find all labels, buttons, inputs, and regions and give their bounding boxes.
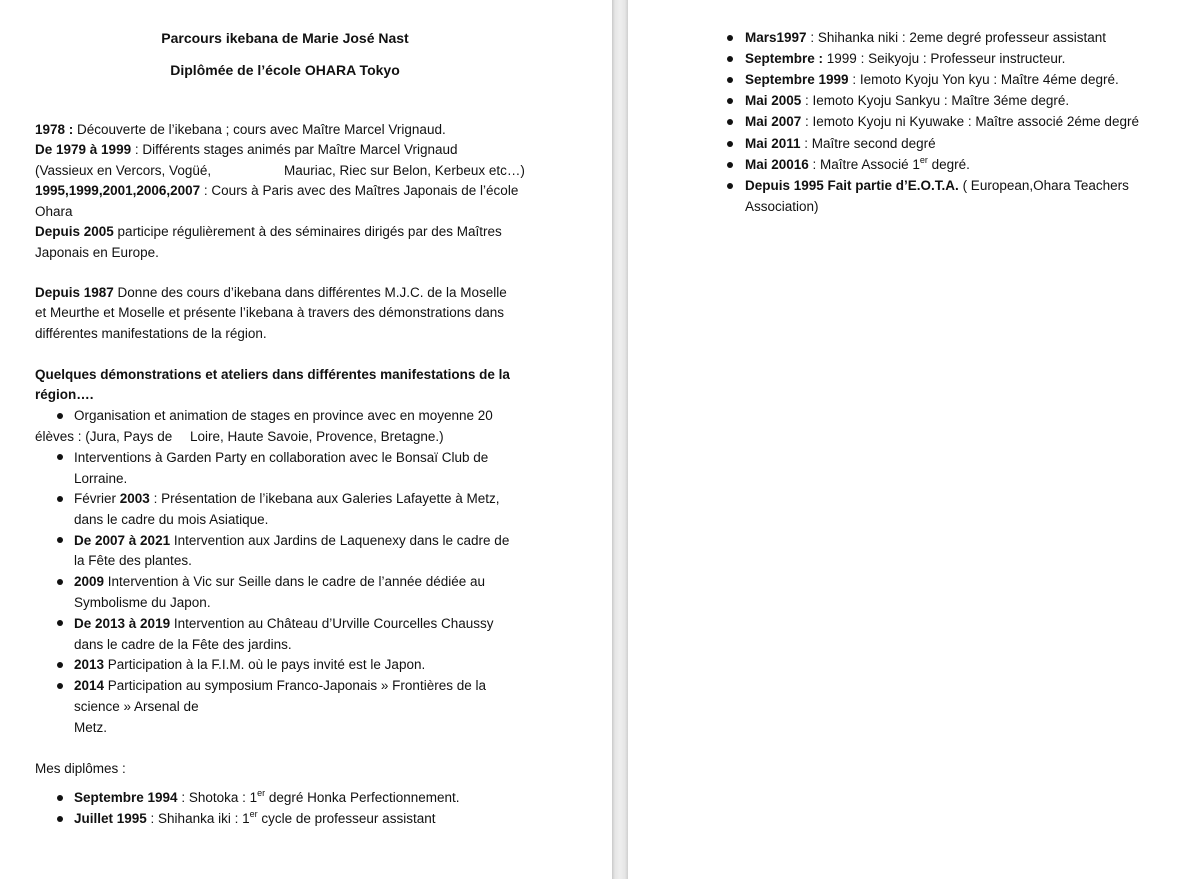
teaching-line: différentes manifestations de la région.	[35, 326, 267, 341]
bullet-icon	[57, 496, 63, 502]
list-item: 2014 Participation au symposium Franco-Japonais » Frontières de la	[74, 678, 486, 693]
list-item: dans le cadre de la Fête des jardins.	[74, 637, 292, 652]
bullet-icon	[727, 56, 733, 62]
bullet-icon	[727, 141, 733, 147]
diploma-item: Mars1997 : Shihanka niki : 2eme degré professeur assistant	[745, 30, 1106, 45]
bullet-icon	[727, 77, 733, 83]
document-page-right	[628, 0, 1200, 879]
bullet-icon	[57, 537, 63, 543]
document-subtitle: Diplômée de l’école OHARA Tokyo	[170, 62, 400, 78]
list-item: Metz.	[74, 720, 108, 735]
intro-line: Ohara	[35, 204, 73, 219]
demos-heading: région….	[35, 387, 94, 402]
list-item: science » Arsenal de	[74, 699, 199, 714]
intro-line: De 1979 à 1999 : Différents stages animés par Maître Marcel Vrignaud	[35, 142, 458, 157]
bullet-icon	[57, 413, 63, 419]
diploma-item: Septembre 1999 : Iemoto Kyoju Yon kyu : Maître 4éme degré.	[745, 72, 1119, 87]
bullet-icon	[727, 98, 733, 104]
diploma-item: Mai 2011 : Maître second degré	[745, 136, 936, 151]
diplomas-heading: Mes diplômes :	[35, 761, 126, 776]
intro-line: 1978 : Découverte de l’ikebana ; cours avec Maître Marcel Vrignaud.	[35, 122, 446, 137]
list-item: 2013 Participation à la F.I.M. où le pays invité est le Japon.	[74, 657, 426, 672]
list-item: De 2013 à 2019 Intervention au Château d’Urville Courcelles Chaussy	[74, 616, 494, 631]
list-item: Février 2003 : Présentation de l’ikebana aux Galeries Lafayette à Metz,	[74, 491, 500, 506]
bullet-icon	[727, 119, 733, 125]
diploma-item: Mai 20016 : Maître Associé 1er degré.	[745, 154, 970, 172]
diploma-item: Septembre 1994 : Shotoka : 1er degré Honka Perfectionnement.	[74, 787, 460, 805]
demos-heading: Quelques démonstrations et ateliers dans différentes manifestations de la	[35, 367, 510, 382]
bullet-icon	[727, 162, 733, 168]
bullet-icon	[57, 454, 63, 460]
list-item: Interventions à Garden Party en collaboration avec le Bonsaï Club de	[74, 450, 489, 465]
intro-line: Mauriac, Riec sur Belon, Kerbeux etc…)	[284, 163, 525, 178]
diploma-item: Mai 2007 : Iemoto Kyoju ni Kyuwake : Maître associé 2éme degré	[745, 114, 1139, 129]
bullet-icon	[57, 816, 63, 822]
list-item: Symbolisme du Japon.	[74, 595, 211, 610]
list-item: De 2007 à 2021 Intervention aux Jardins de Laquenexy dans le cadre de	[74, 533, 510, 548]
bullet-icon	[727, 35, 733, 41]
bullet-icon	[57, 579, 63, 585]
document-title: Parcours ikebana de Marie José Nast	[161, 30, 409, 46]
list-item: la Fête des plantes.	[74, 553, 192, 568]
bullet-icon	[727, 183, 733, 189]
intro-line: Depuis 2005 participe régulièrement à des séminaires dirigés par des Maîtres	[35, 224, 502, 239]
teaching-line: Depuis 1987 Donne des cours d’ikebana dans différentes M.J.C. de la Moselle	[35, 285, 507, 300]
bullet-icon	[57, 683, 63, 689]
page-separator	[612, 0, 628, 879]
list-item: élèves : (Jura, Pays de	[35, 429, 173, 444]
diploma-item: Juillet 1995 : Shihanka iki : 1er cycle de professeur assistant	[74, 808, 436, 826]
intro-line: 1995,1999,2001,2006,2007 : Cours à Paris avec des Maîtres Japonais de l’école	[35, 183, 519, 198]
diploma-item: Septembre : 1999 : Seikyoju : Professeur instructeur.	[745, 51, 1066, 66]
bullet-icon	[57, 662, 63, 668]
list-item: Organisation et animation de stages en province avec en moyenne 20	[74, 408, 493, 423]
list-item: Lorraine.	[74, 471, 128, 486]
list-item: Loire, Haute Savoie, Provence, Bretagne.)	[190, 429, 444, 444]
list-item: dans le cadre du mois Asiatique.	[74, 512, 269, 527]
teaching-line: et Meurthe et Moselle et présente l’ikebana à travers des démonstrations dans	[35, 305, 505, 320]
list-item: 2009 Intervention à Vic sur Seille dans le cadre de l’année dédiée au	[74, 574, 486, 589]
bullet-icon	[57, 620, 63, 626]
bullet-icon	[57, 795, 63, 801]
diploma-item: Association)	[745, 199, 819, 214]
diploma-item: Depuis 1995 Fait partie d’E.O.T.A. ( European,Ohara Teachers	[745, 178, 1129, 193]
diploma-item: Mai 2005 : Iemoto Kyoju Sankyu : Maître 3éme degré.	[745, 93, 1070, 108]
intro-line: (Vassieux en Vercors, Vogüé,	[35, 163, 212, 178]
intro-line: Japonais en Europe.	[35, 245, 159, 260]
